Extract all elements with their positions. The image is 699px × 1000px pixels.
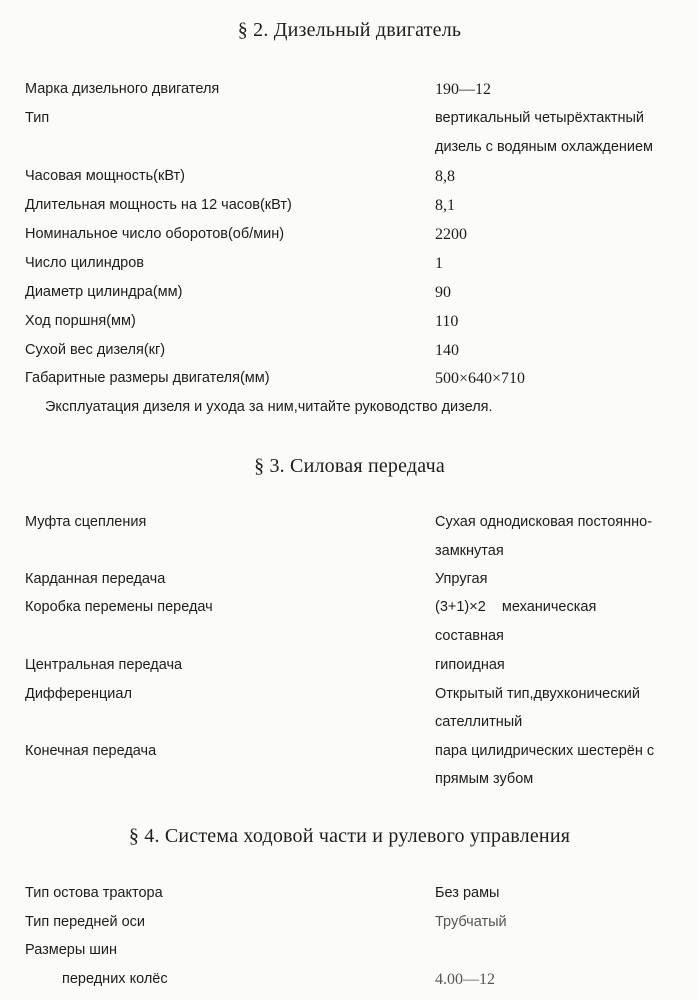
spec-value: 90 xyxy=(435,284,451,301)
spec-value: 500×640×710 xyxy=(435,370,526,387)
spec-label: Номинальное число оборотов(об/мин) xyxy=(25,226,285,242)
spec-row-front-tires xyxy=(0,971,699,1000)
section-2-title: § 2. Дизельный двигатель xyxy=(237,19,462,41)
spec-row-differential-cont xyxy=(0,714,699,743)
spec-row-clutch-cont xyxy=(0,543,699,572)
spec-value: Открытый тип,двухконический xyxy=(435,686,640,702)
spec-label: передних колёс xyxy=(62,971,168,987)
spec-value: 4.00—12 xyxy=(435,971,495,988)
spec-row-tire-sizes xyxy=(0,942,699,971)
spec-value: 190—12 xyxy=(435,81,491,98)
spec-value: Сухая однодисковая постоянно- xyxy=(435,514,653,530)
spec-label: Ход поршня(мм) xyxy=(25,313,136,329)
spec-value: дизель с водяным охлаждением xyxy=(435,139,654,155)
spec-value: 8,1 xyxy=(435,197,455,214)
spec-label: Число цилиндров xyxy=(25,255,144,271)
spec-row-gearbox xyxy=(0,599,699,628)
spec-value: Без рамы xyxy=(435,885,500,901)
spec-value: 110 xyxy=(435,313,459,330)
spec-label: Сухой вес дизеля(кг) xyxy=(25,342,166,358)
spec-label: Длительная мощность на 12 часов(кВт) xyxy=(25,197,292,213)
spec-value: пара цилидрических шестерён с xyxy=(435,743,655,759)
spec-row-stroke xyxy=(0,313,699,342)
spec-row-dimensions xyxy=(0,370,699,399)
section-4-title: § 4. Система ходовой части и рулевого управления xyxy=(128,825,571,847)
spec-value: составная xyxy=(435,628,504,644)
spec-value: 1 xyxy=(435,255,443,272)
spec-value: гипоидная xyxy=(435,657,505,673)
spec-label: Коробка перемены передач xyxy=(25,599,213,615)
spec-label: Габаритные размеры двигателя(мм) xyxy=(25,370,270,386)
spec-row-rpm xyxy=(0,226,699,255)
spec-label: Карданная передача xyxy=(25,571,166,587)
spec-label: Тип передней оси xyxy=(25,914,146,930)
spec-label: Дифференциал xyxy=(25,686,132,702)
spec-value: Упругая xyxy=(435,571,488,587)
spec-label: Размеры шин xyxy=(25,942,118,958)
spec-row-cardan xyxy=(0,571,699,600)
spec-value: замкнутая xyxy=(435,543,504,559)
spec-label: Часовая мощность(кВт) xyxy=(25,168,186,184)
spec-label: Диаметр цилиндра(мм) xyxy=(25,284,183,300)
spec-value: сателлитный xyxy=(435,714,523,730)
spec-row-front-axle xyxy=(0,914,699,943)
spec-value: 2200 xyxy=(435,226,467,243)
spec-row-engine-brand xyxy=(0,81,699,110)
spec-label: Конечная передача xyxy=(25,743,157,759)
spec-row-final-drive xyxy=(0,743,699,772)
spec-value: Трубчатый xyxy=(435,914,507,930)
section-2-note: Эксплуатация дизеля и ухода за ним,читайте руководство дизеля. xyxy=(45,399,493,415)
spec-row-differential xyxy=(0,686,699,715)
spec-value: (3+1)×2 механическая xyxy=(435,599,597,615)
spec-label: Тип остова трактора xyxy=(25,885,163,901)
spec-row-hourly-power xyxy=(0,168,699,197)
section-3-title: § 3. Силовая передача xyxy=(254,455,445,477)
spec-row-central-drive xyxy=(0,657,699,686)
spec-value: прямым зубом xyxy=(435,771,534,787)
spec-row-type xyxy=(0,110,699,139)
spec-row-dry-weight xyxy=(0,342,699,371)
spec-value: 8,8 xyxy=(435,168,455,185)
spec-row-final-drive-cont xyxy=(0,771,699,800)
spec-row-frame-type xyxy=(0,885,699,914)
spec-label: Центральная передача xyxy=(25,657,183,673)
spec-row-bore xyxy=(0,284,699,313)
spec-row-continuous-power xyxy=(0,197,699,226)
spec-row-clutch xyxy=(0,514,699,543)
spec-row-cylinders xyxy=(0,255,699,284)
spec-label: Тип xyxy=(25,110,50,126)
spec-value: вертикальный четырёхтактный xyxy=(435,110,645,126)
spec-label: Муфта сцепления xyxy=(25,514,147,530)
spec-row-type-cont xyxy=(0,139,699,168)
spec-row-gearbox-cont xyxy=(0,628,699,657)
spec-label: Марка дизельного двигателя xyxy=(25,81,220,97)
spec-value: 140 xyxy=(435,342,459,359)
